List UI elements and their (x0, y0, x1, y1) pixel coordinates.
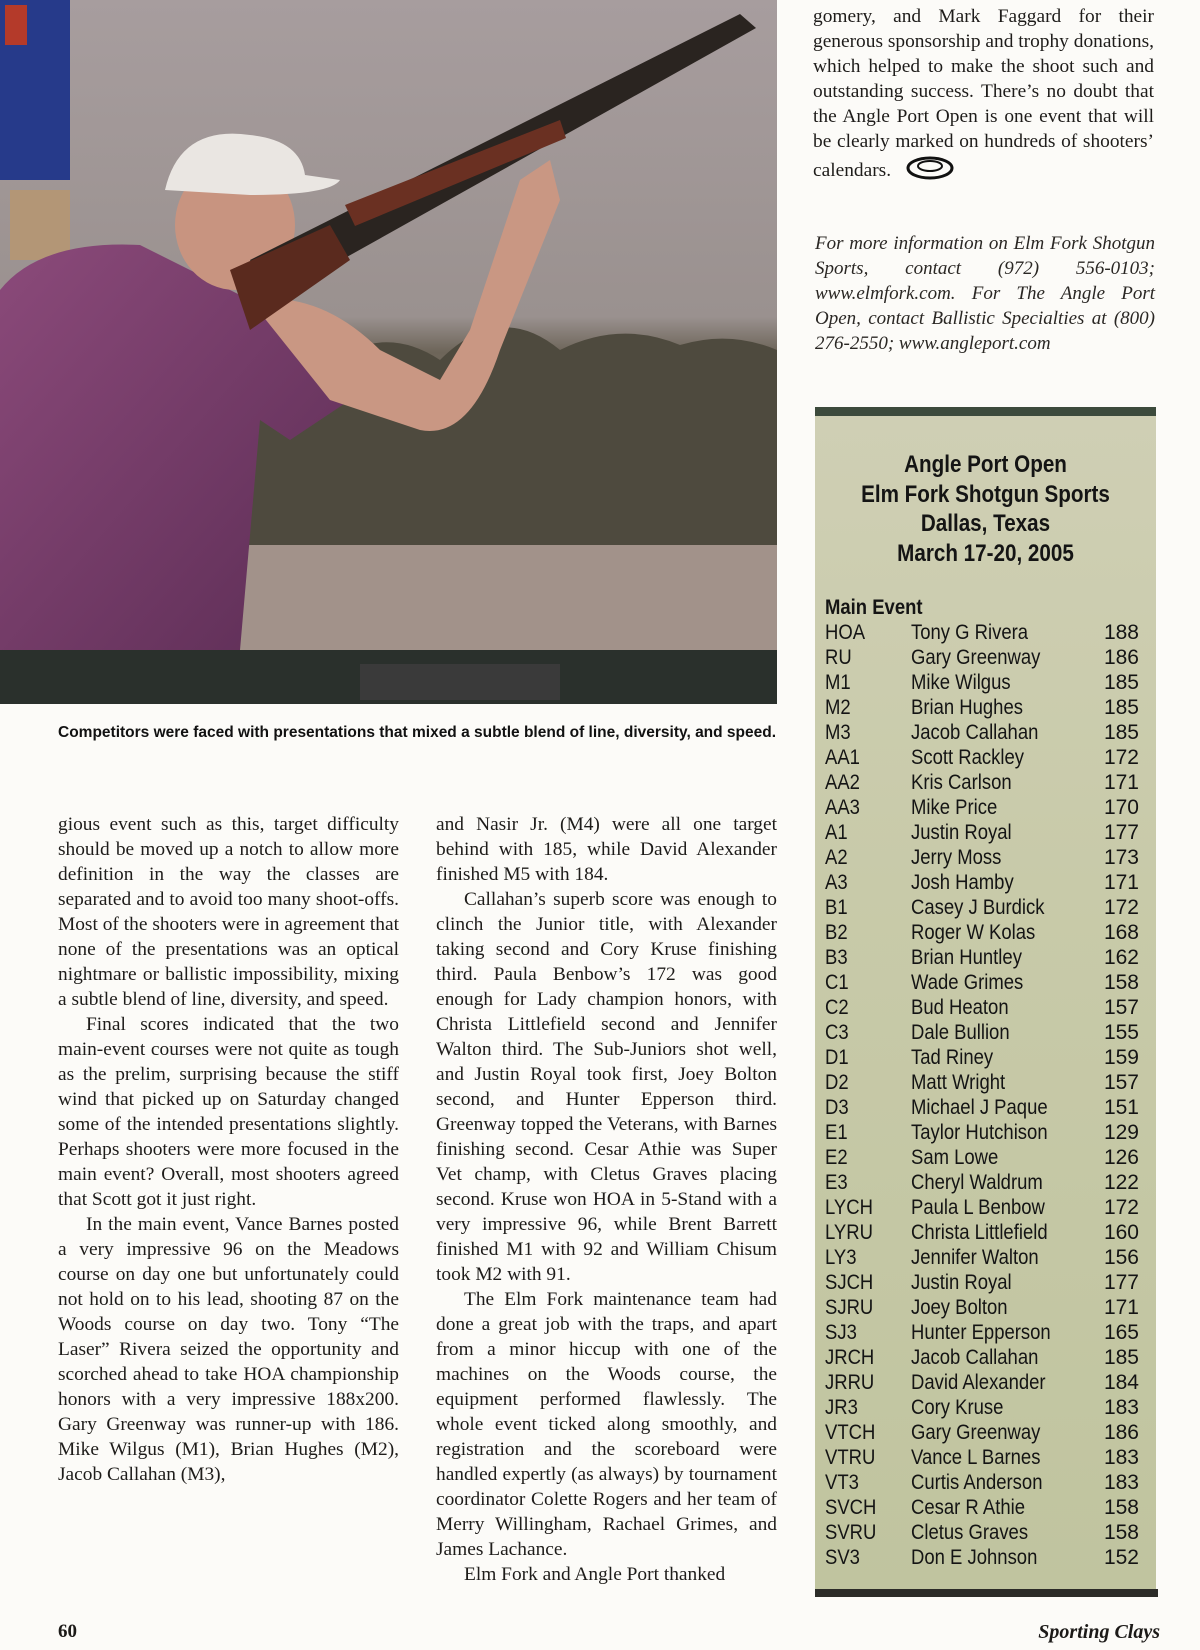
result-score: 158 (1103, 971, 1139, 994)
result-score: 151 (1103, 1096, 1139, 1119)
result-row (825, 695, 1156, 720)
result-class: B3 (825, 946, 848, 969)
result-row (825, 1345, 1156, 1370)
result-score: 159 (1103, 1046, 1139, 1069)
results-header (839, 450, 1132, 568)
result-class: LYCH (825, 1196, 873, 1219)
article-column-2 (436, 812, 777, 1587)
result-name: Gary Greenway (911, 1421, 1041, 1444)
result-score: 158 (1103, 1521, 1139, 1544)
result-score: 186 (1103, 1421, 1139, 1444)
result-class: D3 (825, 1096, 849, 1119)
result-name: Paula L Benbow (911, 1196, 1045, 1219)
result-name: Curtis Anderson (911, 1471, 1043, 1494)
article-paragraph: gomery, and Mark Faggard for their generous sponsorship and trophy donations, which helped to make the shoot such and outstanding success. There’s no doubt that the Angle Port Open is one event that will be clearly marked on hundreds of shooters’ calendars. (813, 6, 1154, 181)
result-name: Wade Grimes (911, 971, 1024, 994)
result-score: 170 (1103, 796, 1139, 819)
result-name: Justin Royal (911, 821, 1012, 844)
result-class: LYRU (825, 1221, 873, 1244)
result-name: Cory Kruse (911, 1396, 1004, 1419)
result-row (825, 945, 1156, 970)
result-name: Gary Greenway (911, 646, 1041, 669)
result-class: C3 (825, 1021, 849, 1044)
result-row (825, 970, 1156, 995)
result-row (825, 820, 1156, 845)
result-score: 184 (1103, 1371, 1139, 1394)
result-score: 185 (1103, 1346, 1139, 1369)
result-name: Justin Royal (911, 1271, 1012, 1294)
result-score: 162 (1103, 946, 1139, 969)
results-list (825, 620, 1156, 1570)
result-name: Jacob Callahan (911, 1346, 1039, 1369)
result-class: M1 (825, 671, 851, 694)
result-row (825, 1120, 1156, 1145)
result-score: 172 (1103, 896, 1139, 919)
result-class: E3 (825, 1171, 848, 1194)
result-row (825, 795, 1156, 820)
results-section-title: Main Event (825, 596, 923, 619)
result-class: AA2 (825, 771, 860, 794)
result-class: A2 (825, 846, 848, 869)
result-name: Michael J Paque (911, 1096, 1048, 1119)
result-row (825, 1545, 1156, 1570)
result-row (825, 1070, 1156, 1095)
result-score: 171 (1103, 771, 1139, 794)
result-score: 177 (1103, 821, 1139, 844)
result-class: VT3 (825, 1471, 859, 1494)
result-class: AA3 (825, 796, 860, 819)
results-sidebar (815, 407, 1156, 1591)
result-class: SJ3 (825, 1321, 857, 1344)
result-score: 183 (1103, 1396, 1139, 1419)
shooter-photo (0, 0, 777, 704)
result-score: 185 (1103, 721, 1139, 744)
result-name: Scott Rackley (911, 746, 1024, 769)
result-score: 165 (1103, 1321, 1139, 1344)
result-row (825, 1370, 1156, 1395)
result-score: 172 (1103, 1196, 1139, 1219)
result-class: A3 (825, 871, 848, 894)
page-number: 60 (58, 1621, 77, 1642)
result-row (825, 870, 1156, 895)
result-row (825, 620, 1156, 645)
result-class: SVRU (825, 1521, 877, 1544)
result-score: 183 (1103, 1471, 1139, 1494)
result-class: M3 (825, 721, 851, 744)
results-title-line: Angle Port Open (904, 451, 1067, 478)
result-name: Cletus Graves (911, 1521, 1029, 1544)
result-class: D1 (825, 1046, 849, 1069)
result-name: Don E Johnson (911, 1546, 1038, 1569)
result-score: 160 (1103, 1221, 1139, 1244)
result-score: 122 (1103, 1171, 1139, 1194)
result-row (825, 920, 1156, 945)
result-score: 185 (1103, 671, 1139, 694)
result-name: Casey J Burdick (911, 896, 1045, 919)
result-class: LY3 (825, 1246, 857, 1269)
result-row (825, 1095, 1156, 1120)
result-row (825, 1045, 1156, 1070)
result-name: Christa Littlefield (911, 1221, 1048, 1244)
result-score: 172 (1103, 746, 1139, 769)
article-paragraph: Elm Fork and Angle Port thanked (464, 1564, 726, 1585)
result-score: 129 (1103, 1121, 1139, 1144)
result-score: 155 (1103, 1021, 1139, 1044)
article-column-3 (813, 4, 1154, 189)
article-column-1 (58, 812, 399, 1487)
result-name: Tony G Rivera (911, 621, 1029, 644)
result-name: Mike Wilgus (911, 671, 1011, 694)
result-class: JR3 (825, 1396, 858, 1419)
result-class: JRCH (825, 1346, 875, 1369)
result-class: E2 (825, 1146, 848, 1169)
result-row (825, 1270, 1156, 1295)
result-row (825, 895, 1156, 920)
result-row (825, 1470, 1156, 1495)
result-row (825, 1395, 1156, 1420)
result-class: E1 (825, 1121, 848, 1144)
result-row (825, 745, 1156, 770)
article-paragraph: gious event such as this, target difficulty should be moved up a notch to allow more definition in the way the classes are separated and to avoid too many shoot-offs. Most of the shooters were in agreement that none of the presentations was an optical nightmare or ballistic impossibility, mixing a subtle blend of line, diversity, and speed. (58, 814, 399, 1010)
result-name: Mike Price (911, 796, 998, 819)
result-name: Dale Bullion (911, 1021, 1010, 1044)
result-score: 185 (1103, 696, 1139, 719)
more-info-text: For more information on Elm Fork Shotgun Sports, contact (972) 556-0103; www.elmfork.com. For The Angle Port Open, contact Ballistic Specialties at (800) 276-2550; www.angleport.com (815, 233, 1155, 354)
result-row (825, 1445, 1156, 1470)
result-name: David Alexander (911, 1371, 1046, 1394)
result-name: Roger W Kolas (911, 921, 1036, 944)
result-class: AA1 (825, 746, 860, 769)
result-name: Matt Wright (911, 1071, 1006, 1094)
result-row (825, 1245, 1156, 1270)
result-class: C2 (825, 996, 849, 1019)
result-class: M2 (825, 696, 851, 719)
result-name: Tad Riney (911, 1046, 994, 1069)
result-name: Taylor Hutchison (911, 1121, 1048, 1144)
result-score: 158 (1103, 1496, 1139, 1519)
result-score: 156 (1103, 1246, 1139, 1269)
result-row (825, 1420, 1156, 1445)
result-row (825, 770, 1156, 795)
result-score: 126 (1103, 1146, 1139, 1169)
result-row (825, 1295, 1156, 1320)
result-row (825, 670, 1156, 695)
result-name: Cesar R Athie (911, 1496, 1026, 1519)
result-class: SJRU (825, 1296, 874, 1319)
result-score: 186 (1103, 646, 1139, 669)
result-row (825, 1170, 1156, 1195)
result-class: A1 (825, 821, 848, 844)
result-score: 157 (1103, 1071, 1139, 1094)
clay-target-icon (906, 154, 954, 189)
result-name: Jennifer Walton (911, 1246, 1039, 1269)
result-class: SJCH (825, 1271, 874, 1294)
result-name: Hunter Epperson (911, 1321, 1051, 1344)
result-name: Vance L Barnes (911, 1446, 1041, 1469)
results-title-line: Dallas, Texas (920, 510, 1051, 537)
more-info-note (815, 231, 1155, 356)
result-class: JRRU (825, 1371, 875, 1394)
result-name: Sam Lowe (911, 1146, 999, 1169)
result-row (825, 1495, 1156, 1520)
result-row (825, 995, 1156, 1020)
results-title-line: March 17-20, 2005 (897, 539, 1074, 567)
result-row (825, 1020, 1156, 1045)
sidebar-bottom-rule (815, 1589, 1158, 1597)
result-class: RU (825, 646, 852, 669)
result-row (825, 720, 1156, 745)
result-score: 157 (1103, 996, 1139, 1019)
result-row (825, 645, 1156, 670)
result-score: 183 (1103, 1446, 1139, 1469)
result-class: D2 (825, 1071, 849, 1094)
result-score: 173 (1103, 846, 1139, 869)
result-score: 152 (1103, 1546, 1139, 1569)
photo-caption: Competitors were faced with presentations that mixed a subtle blend of line, diversity, and speed. (58, 724, 777, 741)
article-paragraph: Callahan’s superb score was enough to clinch the Junior title, with Alexander taking second and Cory Kruse finishing third. Paula Benbow’s 172 was good enough for Lady champion honors, with Christa Littlefield second and Jennifer Walton third. The Sub-Juniors shot well, and Justin Royal took first, Joey Bolton second, and Hunter Epperson third. Greenway topped the Veterans, with Barnes finishing second. Cesar Athie was Super Vet champ, with Cletus Graves placing second. Kruse won HOA in 5-Stand with a very impressive 96, while Brent Barrett finished M1 with 92 and William Chisum took M2 with 91. (436, 889, 777, 1285)
article-paragraph: and Nasir Jr. (M4) were all one target behind with 185, while David Alexander finished M5 with 184. (436, 814, 777, 885)
article-paragraph: The Elm Fork maintenance team had done a great job with the traps, and apart from a minor hiccup with one of the machines on the Woods course, the equipment performed flawlessly. The whole event ticked along smoothly, and registration and the scoreboard were handled expertly (as always) by tournament coordinator Colette Rogers and her team of Merry Willingham, Rachael Grimes, and James Lachance. (436, 1289, 777, 1560)
result-class: HOA (825, 621, 866, 644)
results-title-line: Elm Fork Shotgun Sports (861, 480, 1110, 508)
result-name: Brian Hughes (911, 696, 1023, 719)
result-class: B2 (825, 921, 848, 944)
result-row (825, 1520, 1156, 1545)
result-score: 171 (1103, 1296, 1139, 1319)
result-class: VTRU (825, 1446, 876, 1469)
magazine-name: Sporting Clays (1038, 1621, 1160, 1643)
result-name: Bud Heaton (911, 996, 1009, 1019)
result-name: Kris Carlson (911, 771, 1012, 794)
result-name: Brian Huntley (911, 946, 1022, 969)
article-paragraph: Final scores indicated that the two main-event courses were not quite as tough as the prelim, surprising because the stiff wind that picked up on Saturday changed some of the intended presentations slightly. Perhaps shooters were more focused in the main event? Overall, most shooters agreed that Scott got it just right. (58, 1014, 399, 1210)
result-name: Josh Hamby (911, 871, 1014, 894)
result-row (825, 1195, 1156, 1220)
result-name: Jacob Callahan (911, 721, 1039, 744)
result-row (825, 1320, 1156, 1345)
result-row (825, 1145, 1156, 1170)
article-paragraph: In the main event, Vance Barnes posted a very impressive 96 on the Meadows course on day one but unfortunately could not hold on to his lead, shooting 87 on the Woods course on day two. Tony “The Laser” Rivera seized the opportunity and scorched ahead to take HOA championship honors with a very impressive 188x200. Gary Greenway was runner-up with 186. Mike Wilgus (M1), Brian Hughes (M2), Jacob Callahan (M3), (58, 1214, 399, 1485)
result-score: 171 (1103, 871, 1139, 894)
result-name: Joey Bolton (911, 1296, 1008, 1319)
result-row (825, 845, 1156, 870)
result-class: SV3 (825, 1546, 860, 1569)
result-class: B1 (825, 896, 848, 919)
result-name: Cheryl Waldrum (911, 1171, 1043, 1194)
result-score: 188 (1103, 621, 1139, 644)
result-class: C1 (825, 971, 849, 994)
result-class: VTCH (825, 1421, 876, 1444)
result-score: 168 (1103, 921, 1139, 944)
result-class: SVCH (825, 1496, 877, 1519)
result-score: 177 (1103, 1271, 1139, 1294)
result-row (825, 1220, 1156, 1245)
result-name: Jerry Moss (911, 846, 1002, 869)
